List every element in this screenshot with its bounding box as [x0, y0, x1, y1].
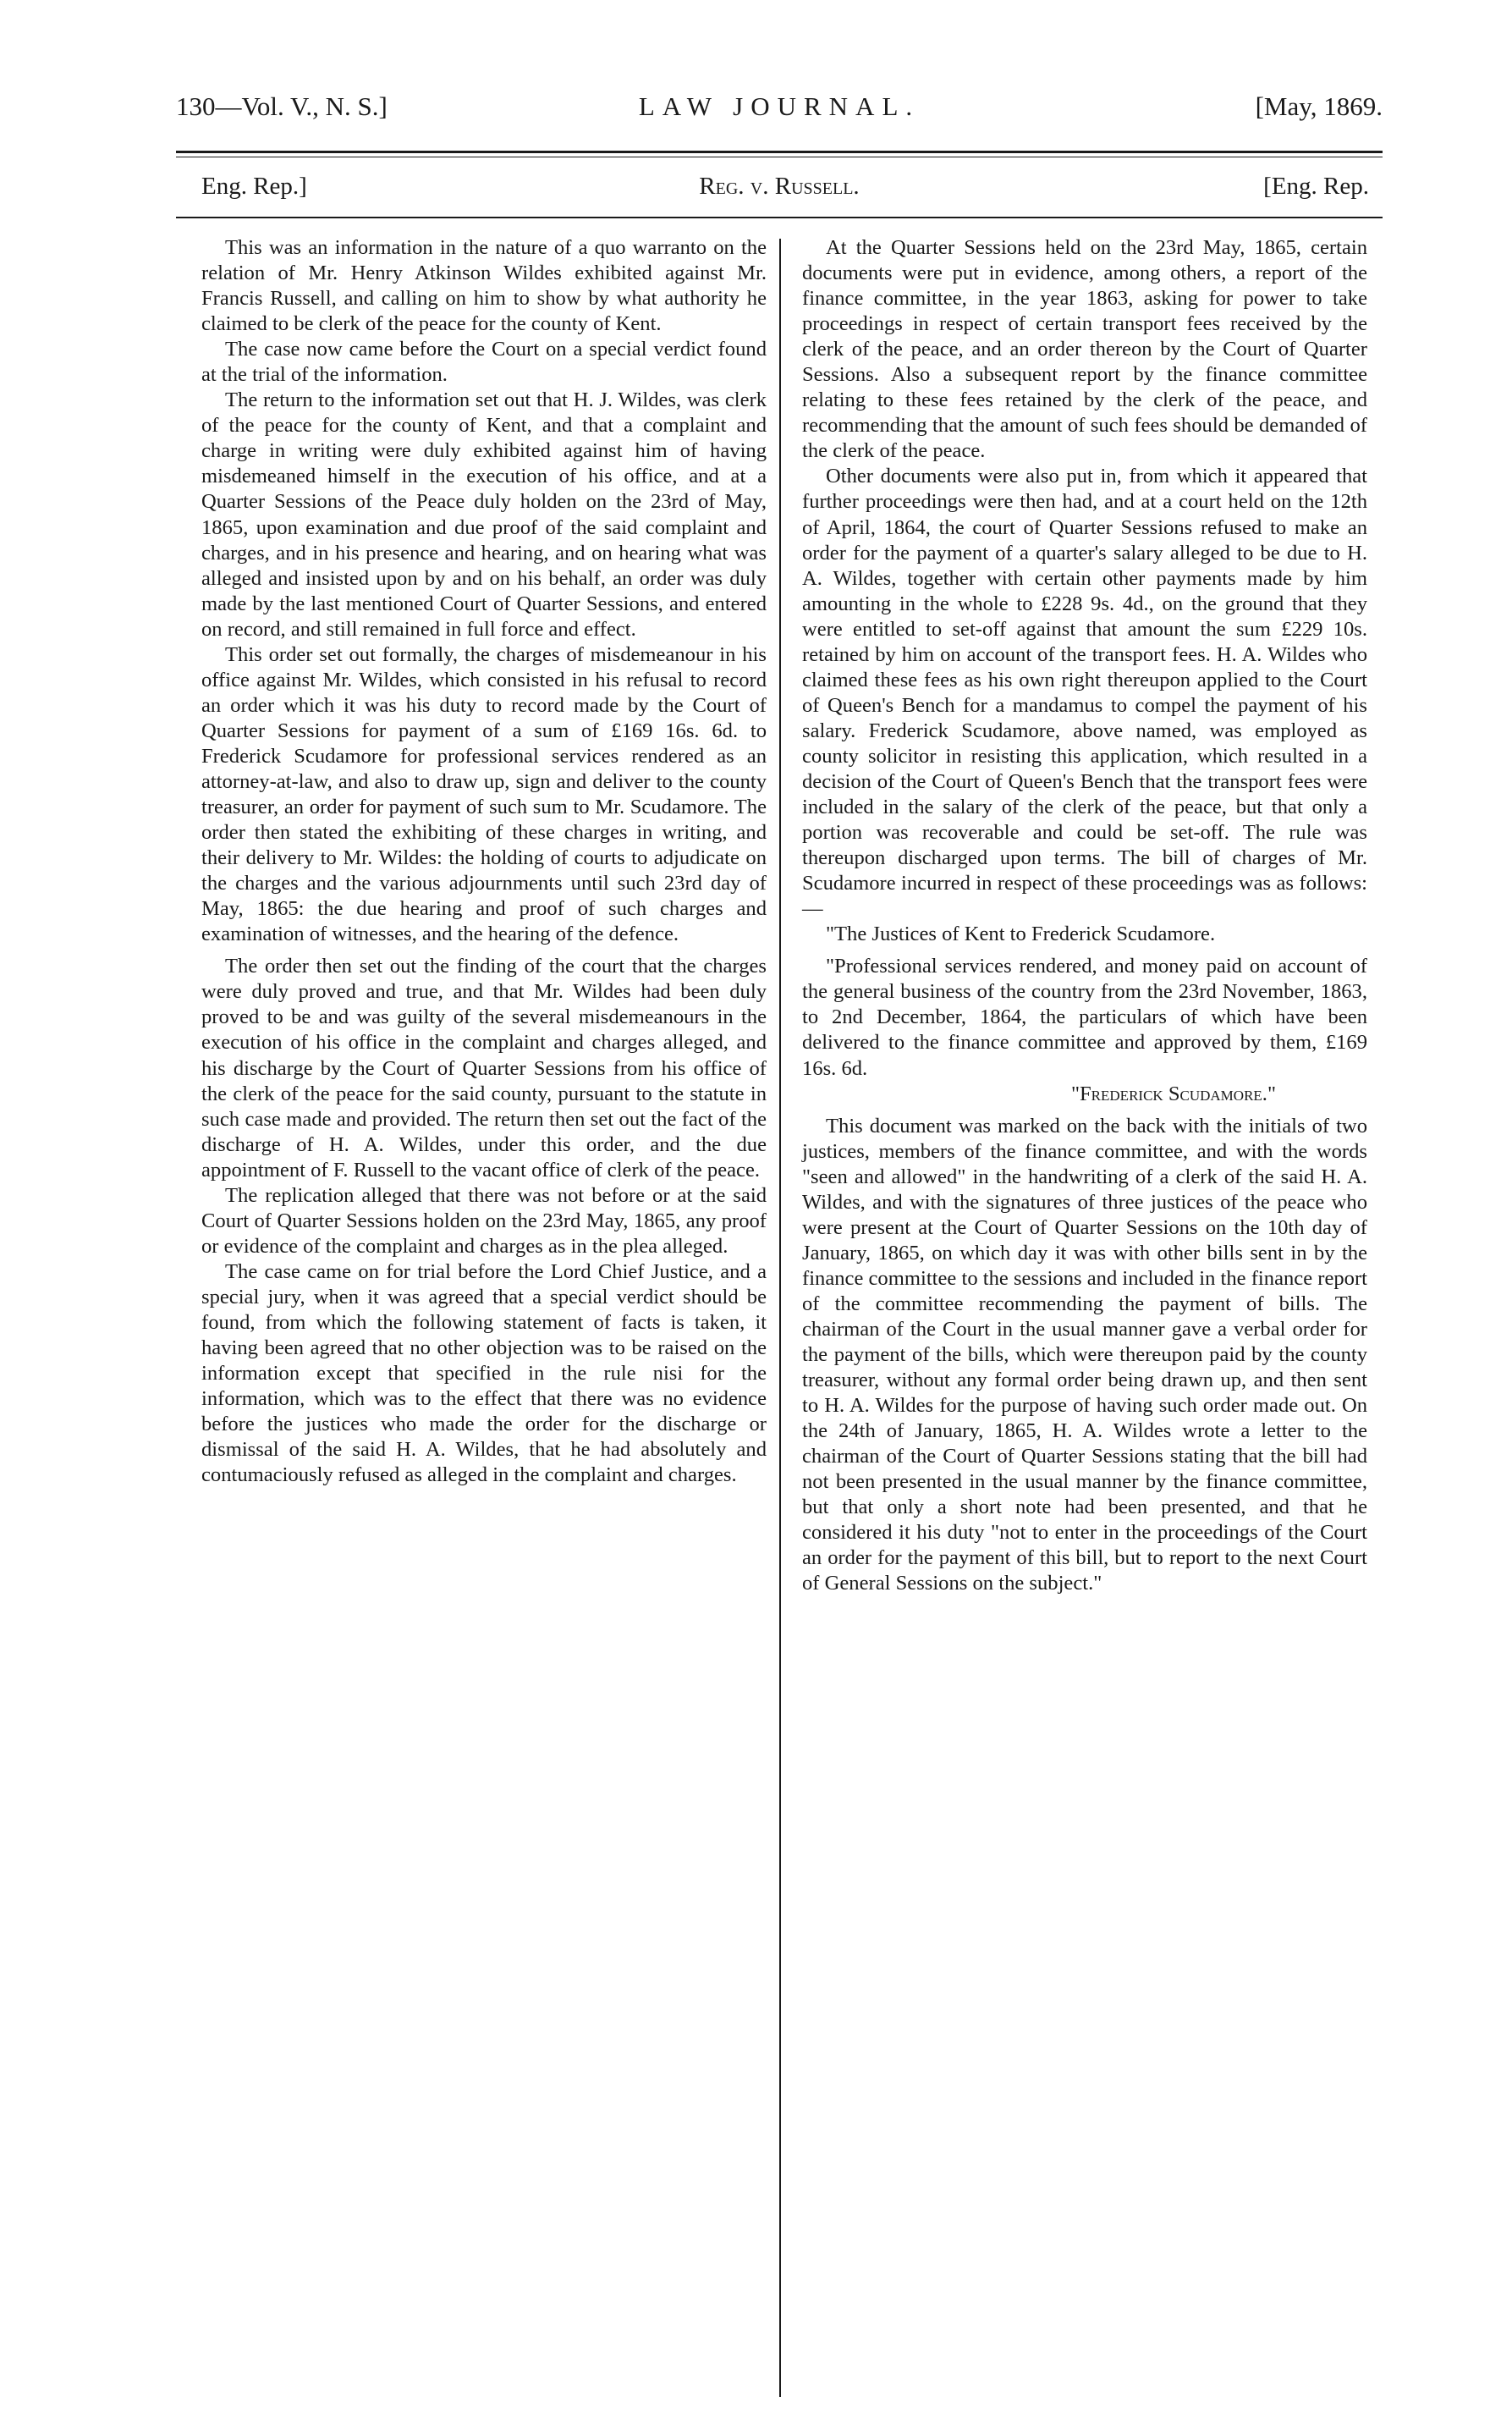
left-column: [201, 235, 767, 1488]
subheader-rule: [176, 217, 1383, 218]
right-column: [802, 235, 1367, 1596]
paragraph: At the Quarter Sessions held on the 23rd May, 1865, certain documents were put in evidence, among others, a report of the finance committee, in the year 1863, asking for power to take proceedings in respect of certain transport fees received by the clerk of the peace, and an order thereon by the Court of Quarter Sessions. Also a subsequent report by the finance committee relating to these fees retained by the clerk of the peace, and recommending that the amount of such fees should be demanded of the clerk of the peace.: [802, 236, 1367, 463]
paragraph: This order set out formally, the charges of misdemeanour in his office against Mr. Wildes, which consisted in his refusal to record an order which it was his duty to record made by the Court of Quarter Sessions for payment of a sum of £169 16s. 6d. to Frederick Scudamore for professional services rendered as an attorney-at-law, and also to draw up, sign and deliver to the county treasurer, an order for payment of such sum to Mr. Scudamore. The order then stated the exhibiting of these charges in writing, and their delivery to Mr. Wildes: the holding of courts to adjudicate on the charges and the various adjournments until such 23rd day of May, 1865: the due hearing and proof of such charges and examination of witnesses, and the hearing of the defence.: [201, 642, 767, 946]
bill-text: "Professional services rendered, and money paid on account of the general business of the country from the 23rd November, 1863, to 2nd December, 1864, the particulars of which have been delivered to the finance committee and approved by them, £169 16s. 6d.: [802, 955, 1367, 1080]
report-series-left: Eng. Rep.]: [201, 173, 307, 200]
paragraph: This document was marked on the back with the initials of two justices, members of the finance committee, and with the words "seen and allowed" in the handwriting of a clerk of the said H. A. Wildes, and with the signatures of three justices of the peace who were present at the Court of Quarter Sessions on the 10th day of January, 1865, on which day it was with other bills sent in by the finance committee to the sessions and included in the finance report of the committee recommending the payment of bills. The chairman of the Court in the usual manner gave a verbal order for the payment of the bills, which were thereupon paid by the county treasurer, without any formal order being drawn up, and then sent to H. A. Wildes for the purpose of having such order made out. On the 24th of January, 1865, H. A. Wildes wrote a letter to the chairman of the Court of Quarter Sessions stating that the bill had not been presented in the usual manner by the finance committee, but that only a short note had been presented, and that he considered it his duty "not to enter in the proceedings of the Court an order for the payment of this bill, but to report to the next Court of General Sessions on the subject.": [802, 1114, 1367, 1595]
issue-date: [May, 1869.: [1255, 91, 1383, 121]
case-header: [176, 173, 1383, 208]
paragraph: The case came on for trial before the Lord Chief Justice, and a special jury, when it was agreed that a special verdict should be found, from which the following statement of facts is taken, it having been agreed that no other objection was to be raised on the information except that specified in the rule nisi for the information, which was to the effect that there was no evidence before the justices who made the order for the discharge or dismissal of the said H. A. Wildes, that he had absolutely and contumaciously refused as alleged in the complaint and charges.: [201, 1259, 767, 1487]
running-header: [176, 91, 1383, 132]
header-double-rule: [176, 151, 1383, 157]
bill-heading: "The Justices of Kent to Frederick Scudamore.: [826, 923, 1216, 946]
paragraph: Other documents were also put in, from which it appeared that further proceedings were then had, and at a court held on the 12th of April, 1864, the court of Quarter Sessions refused to make an order for the payment of a quarter's salary alleged to be due to H. A. Wildes, together with certain other payments made by him amounting in the whole to £228 9s. 4d., on the ground that they were entitled to set-off against that amount the sum £229 10s. retained by him on account of the transport fees. H. A. Wildes who claimed these fees as his own right thereupon applied to the Court of Queen's Bench for a mandamus to compel the payment of his salary. Frederick Scudamore, above named, was employed as county solicitor in resisting this application, which resulted in a decision of the Court of Queen's Bench that the transport fees were included in the salary of the clerk of the peace, but that only a portion was recoverable and could be set-off. The rule was thereupon discharged upon terms. The bill of charges of Mr. Scudamore incurred in respect of these proceedings was as follows:—: [802, 465, 1367, 921]
paragraph: The case now came before the Court on a special verdict found at the trial of the information.: [201, 338, 767, 387]
column-divider: [779, 239, 781, 2397]
signature-line: "Frederick Scudamore.": [1070, 1082, 1276, 1105]
report-series-right: [Eng. Rep.: [1263, 173, 1369, 200]
paragraph: The order then set out the finding of the court that the charges were duly proved and true, and that Mr. Wildes had been duly proved to be and was guilty of the several misdemeanours in the execution of his office in the complaint and charges alleged, and his discharge by the Court of Quarter Sessions from his office of the clerk of the peace for the said county, pursuant to the statute in such case made and provided. The return then set out the fact of the discharge of H. A. Wildes, under this order, and the due appointment of F. Russell to the vacant office of clerk of the peace.: [201, 955, 767, 1182]
paragraph: The return to the information set out that H. J. Wildes, was clerk of the peace for the county of Kent, and that a complaint and charge in writing were duly exhibited against him of having misdemeaned himself in the execution of his office, and at a Quarter Sessions of the Peace duly holden on the 23rd of May, 1865, upon examination and due proof of the said complaint and charges, and in his presence and hearing, and on hearing what was alleged and insisted upon by and on his behalf, an order was duly made by the last mentioned Court of Quarter Sessions, and entered on record, and still remained in full force and effect.: [201, 388, 767, 641]
case-title: Reg. v. Russell.: [699, 173, 860, 200]
journal-title: LAW JOURNAL.: [638, 91, 921, 121]
journal-page: [176, 91, 1383, 1595]
page-volume-label: 130—Vol. V., N. S.]: [176, 91, 388, 121]
paragraph: This was an information in the nature of a quo warranto on the relation of Mr. Henry Atkinson Wildes exhibited against Mr. Francis Russell, and calling on him to show by what authority he claimed to be clerk of the peace for the county of Kent.: [201, 236, 767, 336]
paragraph: The replication alleged that there was not before or at the said Court of Quarter Sessions holden on the 23rd May, 1865, any proof or evidence of the complaint and charges as in the plea alleged.: [201, 1183, 767, 1258]
